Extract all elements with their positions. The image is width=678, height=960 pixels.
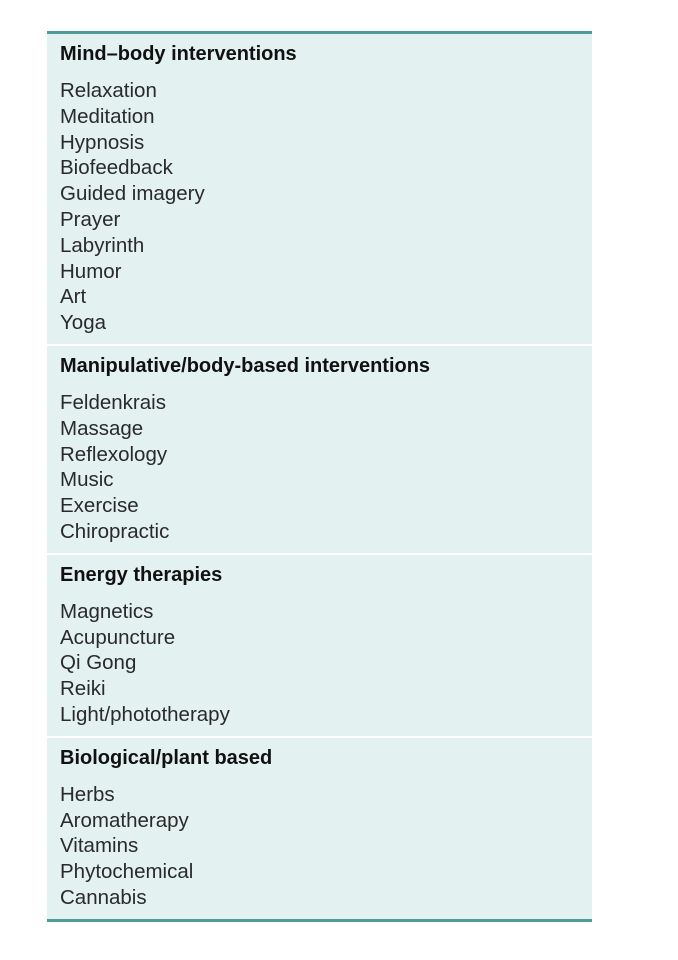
item-list bbox=[60, 599, 592, 728]
list-item: Acupuncture bbox=[60, 625, 176, 649]
section-title: Mind–body interventions bbox=[60, 43, 297, 65]
list-item: Reiki bbox=[60, 677, 106, 701]
list-item: Exercise bbox=[60, 494, 139, 518]
list-item: Reflexology bbox=[60, 442, 168, 466]
list-item: Light/phototherapy bbox=[60, 702, 230, 726]
list-item: Hypnosis bbox=[60, 130, 145, 154]
list-item: Feldenkrais bbox=[60, 390, 166, 414]
list-item: Relaxation bbox=[60, 79, 157, 102]
item-list bbox=[60, 78, 592, 336]
list-item: Yoga bbox=[60, 311, 106, 335]
list-item: Aromatherapy bbox=[60, 808, 189, 832]
list-item: Guided imagery bbox=[60, 182, 205, 206]
list-item: Magnetics bbox=[60, 599, 154, 623]
section-biological-plant-based bbox=[47, 736, 592, 919]
list-item: Biofeedback bbox=[60, 156, 173, 180]
list-item: Vitamins bbox=[60, 834, 139, 858]
list-item: Meditation bbox=[60, 104, 155, 128]
list-item: Cannabis bbox=[60, 885, 147, 909]
interventions-table bbox=[47, 31, 592, 922]
item-list bbox=[60, 782, 592, 911]
list-item: Music bbox=[60, 468, 114, 492]
list-item: Qi Gong bbox=[60, 651, 137, 675]
list-item: Phytochemical bbox=[60, 860, 194, 884]
section-title: Biological/plant based bbox=[60, 746, 273, 769]
section-manipulative-body-based bbox=[47, 344, 592, 553]
item-list bbox=[60, 390, 592, 545]
list-item: Art bbox=[60, 285, 87, 309]
list-item: Prayer bbox=[60, 207, 121, 231]
list-item: Massage bbox=[60, 416, 144, 440]
section-title: Manipulative/body-based interventions bbox=[60, 354, 431, 377]
list-item: Labyrinth bbox=[60, 233, 145, 257]
list-item: Humor bbox=[60, 259, 122, 283]
section-energy-therapies bbox=[47, 553, 592, 736]
section-mind-body bbox=[47, 34, 592, 344]
list-item: Herbs bbox=[60, 782, 115, 806]
section-title: Energy therapies bbox=[60, 563, 223, 586]
list-item: Chiropractic bbox=[60, 519, 170, 543]
